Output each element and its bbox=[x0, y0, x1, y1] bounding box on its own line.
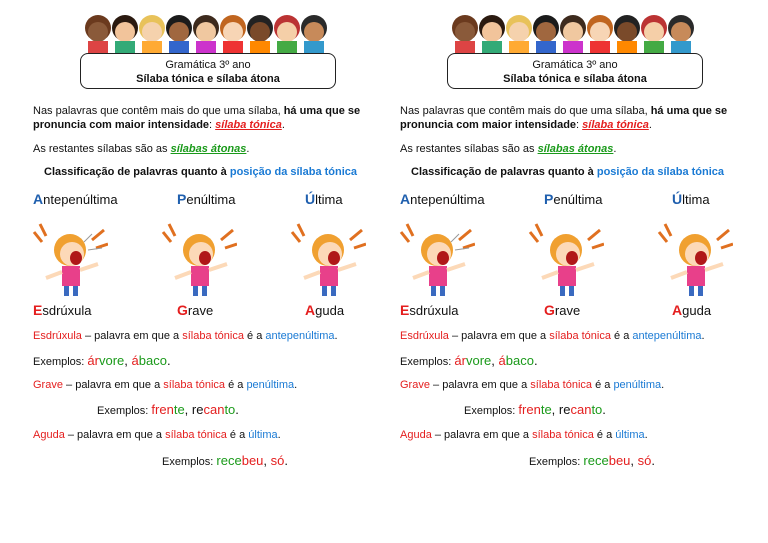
position-ultima: Última bbox=[305, 191, 343, 207]
shouting-girl-image bbox=[657, 222, 733, 300]
position-ultima: Última bbox=[672, 191, 710, 207]
rest-paragraph: As restantes sílabas são as sílabas átonas. bbox=[33, 143, 250, 155]
type-esdruxula: Esdrúxula bbox=[33, 302, 92, 318]
children-banner-image bbox=[80, 8, 340, 56]
position-antepenultima: Antepenúltima bbox=[33, 191, 118, 207]
intro-paragraph: Nas palavras que contêm mais do que uma sílaba, há uma que se pronuncia com maior intensidade: sílaba tónica. bbox=[33, 105, 361, 131]
examples-aguda: Exemplos: recebeu, só. bbox=[529, 453, 656, 468]
type-aguda: Aguda bbox=[672, 302, 712, 318]
position-penultima: Penúltima bbox=[177, 191, 236, 207]
def-aguda: Aguda – palavra em que a sílaba tónica é a última. bbox=[33, 429, 281, 441]
term-atonas: sílabas átonas bbox=[537, 143, 614, 155]
grade-line: Gramática 3º ano bbox=[165, 59, 251, 71]
type-esdruxula: Esdrúxula bbox=[400, 302, 459, 318]
title-box bbox=[447, 53, 703, 89]
position-penultima: Penúltima bbox=[544, 191, 603, 207]
def-esdruxula: Esdrúxula – palavra em que a sílaba tónica é a antepenúltima. bbox=[33, 330, 338, 342]
rest-paragraph: As restantes sílabas são as sílabas átonas. bbox=[400, 143, 617, 155]
classification-heading: Classificação de palavras quanto à posição da sílaba tónica bbox=[44, 166, 358, 178]
term-tonica: sílaba tónica bbox=[582, 119, 649, 131]
shouting-girl-image bbox=[528, 222, 604, 300]
type-aguda: Aguda bbox=[305, 302, 345, 318]
examples-grave: Exemplos: frente, recanto. bbox=[464, 402, 606, 417]
children-banner-image bbox=[447, 8, 707, 56]
examples-aguda: Exemplos: recebeu, só. bbox=[162, 453, 289, 468]
type-grave: Grave bbox=[544, 302, 581, 318]
grade-line: Gramática 3º ano bbox=[532, 59, 618, 71]
examples-esdruxula: Exemplos: árvore, ábaco. bbox=[33, 353, 171, 368]
term-atonas: sílabas átonas bbox=[170, 143, 247, 155]
def-grave: Grave – palavra em que a sílaba tónica é a penúltima. bbox=[400, 379, 665, 391]
topic-title: Sílaba tónica e sílaba átona bbox=[136, 73, 280, 85]
term-tonica: sílaba tónica bbox=[215, 119, 282, 131]
examples-grave: Exemplos: frente, recanto. bbox=[97, 402, 239, 417]
position-antepenultima: Antepenúltima bbox=[400, 191, 485, 207]
intro-paragraph: Nas palavras que contêm mais do que uma sílaba, há uma que se pronuncia com maior intensidade: sílaba tónica. bbox=[400, 105, 728, 131]
title-box bbox=[80, 53, 336, 89]
examples-esdruxula: Exemplos: árvore, ábaco. bbox=[400, 353, 538, 368]
worksheet-left bbox=[30, 0, 380, 543]
classification-heading: Classificação de palavras quanto à posição da sílaba tónica bbox=[411, 166, 725, 178]
shouting-girl-image bbox=[399, 222, 475, 300]
worksheet-right bbox=[397, 0, 747, 543]
def-aguda: Aguda – palavra em que a sílaba tónica é a última. bbox=[400, 429, 648, 441]
def-esdruxula: Esdrúxula – palavra em que a sílaba tónica é a antepenúltima. bbox=[400, 330, 705, 342]
shouting-girl-image bbox=[290, 222, 366, 300]
shouting-girl-image bbox=[161, 222, 237, 300]
def-grave: Grave – palavra em que a sílaba tónica é a penúltima. bbox=[33, 379, 298, 391]
shouting-girl-image bbox=[32, 222, 108, 300]
topic-title: Sílaba tónica e sílaba átona bbox=[503, 73, 647, 85]
type-grave: Grave bbox=[177, 302, 214, 318]
